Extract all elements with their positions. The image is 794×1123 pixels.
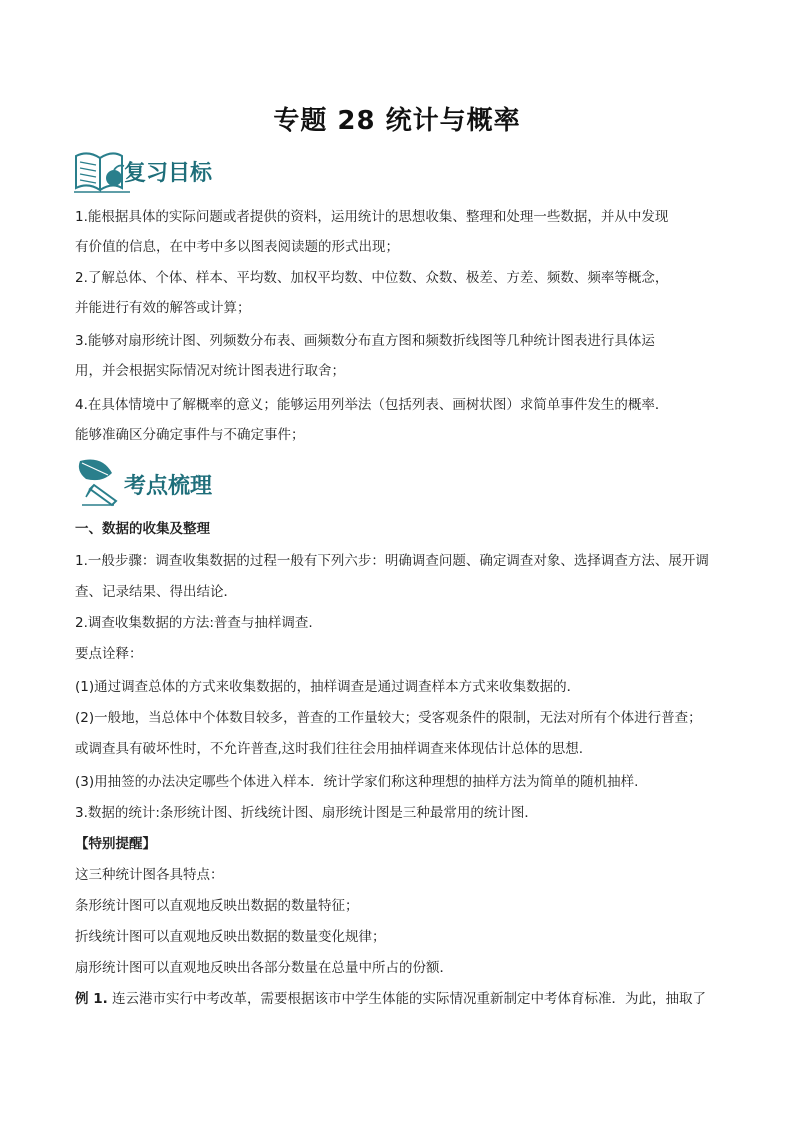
- section-label: 考点梳理: [124, 473, 213, 499]
- text-line: 扇形统计图可以直观地反映出各部分数量在总量中所占的份额．: [75, 960, 453, 976]
- page-title: 专题 28 统计与概率: [273, 106, 521, 136]
- text-line: 或调查具有破坏性时，不允许普查,这时我们往往会用抽样调查来体现估计总体的思想.: [75, 741, 584, 757]
- section-heading-key-points: [72, 455, 372, 511]
- text-line: 有价值的信息，在中考中多以图表阅读题的形式出现；: [75, 239, 399, 255]
- text-line: 折线统计图可以直观地反映出数据的数量变化规律；: [75, 929, 386, 945]
- text-line: (3)用抽签的办法决定哪些个体进入样本．统计学家们称这种理想的抽样方法为简单的随机抽样.: [75, 774, 639, 790]
- example-text: 连云港市实行中考改革，需要根据该市中学生体能的实际情况重新制定中考体育标准．为此，抽取了: [107, 991, 707, 1007]
- example-label: 例 1.: [75, 991, 108, 1007]
- open-book-icon: [72, 146, 132, 202]
- text-line: 4.在具体情境中了解概率的意义；能够运用列举法（包括列表、画树状图）求简单事件发生的概率．: [75, 397, 669, 413]
- text-line: (2)一般地，当总体中个体数目较多，普查的工作量较大；受客观条件的限制，无法对所有个体进行普查；: [75, 710, 702, 726]
- example-line: [75, 989, 735, 1009]
- text-line: (1)通过调查总体的方式来收集数据的，抽样调查是通过调查样本方式来收集数据的．: [75, 679, 581, 695]
- text-line: 3.能够对扇形统计图、列频数分布表、画频数分布直方图和频数折线图等几种统计图表进行具体运: [75, 333, 655, 349]
- text-line: 并能进行有效的解答或计算；: [75, 300, 251, 316]
- section-label: 复习目标: [124, 160, 213, 186]
- section-heading-review-goals: [72, 146, 372, 202]
- text-line: 2.了解总体、个体、样本、平均数、加权平均数、中位数、众数、极差、方差、频数、频率等概念，: [75, 270, 669, 286]
- text-line: 1.能根据具体的实际问题或者提供的资料，运用统计的思想收集、整理和处理一些数据，并从中发现: [75, 209, 669, 225]
- text-line: 2.调查收集数据的方法:普查与抽样调查.: [75, 615, 313, 631]
- text-line: 1.一般步骤：调查收集数据的过程一般有下列六步：明确调查问题、确定调查对象、选择调查方法、展开调: [75, 553, 709, 569]
- text-line: 要点诠释：: [75, 646, 143, 662]
- leaf-pen-icon: [72, 455, 132, 511]
- section-subheading: 一、数据的收集及整理: [75, 521, 210, 537]
- tip-heading: 【特别提醒】: [75, 836, 156, 852]
- text-line: 能够准确区分确定事件与不确定事件；: [75, 427, 305, 443]
- text-line: 用，并会根据实际情况对统计图表进行取舍；: [75, 363, 345, 379]
- text-line: 条形统计图可以直观地反映出数据的数量特征；: [75, 898, 359, 914]
- text-line: 3.数据的统计:条形统计图、折线统计图、扇形统计图是三种最常用的统计图．: [75, 805, 538, 821]
- text-line: 这三种统计图各具特点：: [75, 867, 224, 883]
- text-line: 查、记录结果、得出结论．: [75, 584, 237, 600]
